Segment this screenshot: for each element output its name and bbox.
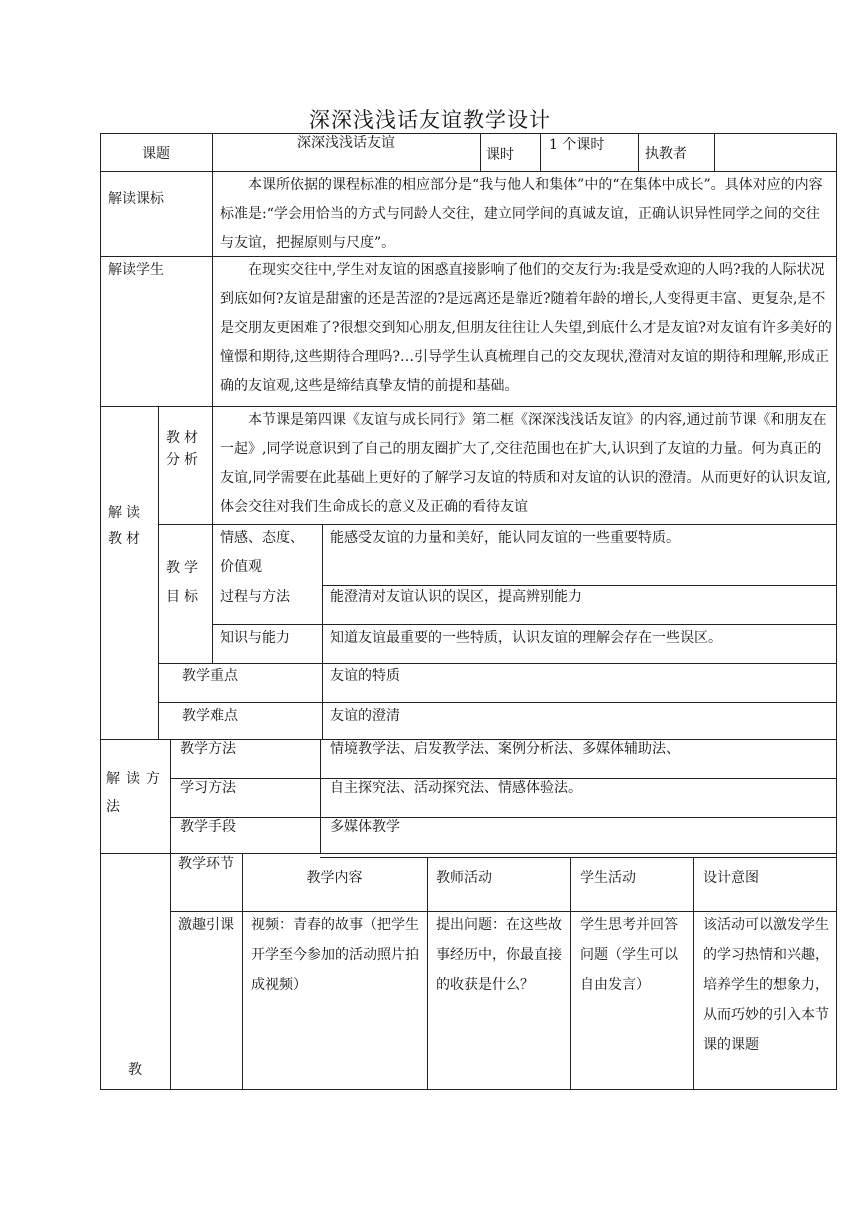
- divider: [320, 739, 321, 853]
- curriculum-text: 本课所依据的课程标准的相应部分是“我与他人和集体”中的“在集体中成长”。具体对应的内容标准是:“学会用恰当的方式与同龄人交往，建立同学间的真诚友谊，正确认识异性同学之间的交往与友谊，把握原则与尺度”。: [220, 177, 823, 251]
- goals-label: 教学目标: [166, 560, 202, 605]
- divider: [170, 778, 837, 779]
- teacher-label: 执教者: [645, 146, 687, 162]
- divider: [322, 524, 323, 739]
- divider: [480, 133, 481, 171]
- divider: [158, 663, 837, 664]
- divider: [158, 406, 159, 739]
- hours-value: 1 个课时: [549, 137, 605, 153]
- key-label: 教学重点: [182, 668, 238, 684]
- divider: [100, 1089, 837, 1090]
- divider: [836, 133, 837, 1089]
- difficulty-text: 友谊的澄清: [330, 708, 400, 724]
- divider: [100, 739, 837, 740]
- divider: [320, 857, 837, 858]
- divider: [212, 624, 837, 625]
- goal-label: 知识与能力: [220, 630, 290, 646]
- hours-label: 课时: [486, 147, 514, 163]
- page-title: 深深浅浅话友谊教学设计: [309, 108, 551, 132]
- divider: [212, 524, 213, 663]
- analysis-label: 教材分析: [166, 430, 202, 468]
- difficulty-label: 教学难点: [182, 708, 238, 724]
- divider: [100, 256, 837, 257]
- method-text: 多媒体教学: [330, 819, 400, 835]
- method-label: 教学方法: [180, 741, 236, 757]
- divider: [540, 133, 541, 171]
- process-cell: 激趣引课: [178, 917, 234, 933]
- divider: [100, 853, 837, 854]
- divider: [693, 857, 694, 1089]
- divider: [170, 911, 837, 912]
- process-cell: 学生思考并回答问题（学生可以自由发言）: [580, 917, 678, 993]
- process-cell: 提出问题：在这些故事经历中，你最直接的收获是什么？: [436, 917, 562, 993]
- topic-value: 深深浅浅话友谊: [297, 135, 395, 151]
- divider: [322, 585, 837, 586]
- divider: [714, 133, 715, 171]
- divider: [427, 857, 428, 1089]
- goal-label: 过程与方法: [220, 589, 290, 605]
- process-header-cell: 设计意图: [703, 870, 759, 886]
- process-cell: 该活动可以激发学生的学习热情和兴趣，培养学生的想象力，从而巧妙的引入本节课的课题: [703, 917, 829, 1053]
- process-label: 教: [128, 1062, 142, 1078]
- method-text: 情境教学法、启发教学法、案例分析法、多媒体辅助法、: [330, 741, 680, 757]
- goal-text: 能感受友谊的力量和美好，能认同友谊的一些重要特质。: [330, 530, 680, 546]
- textbook-label-text: 解读教材: [108, 505, 144, 547]
- process-header-cell: 教学内容: [306, 870, 363, 886]
- analysis-text: 本节课是第四课《友谊与成长同行》第二框《深深浅浅话友谊》的内容,通过前节课《和朋友在一起》,同学说意识到了自己的朋友圈扩大了,交往范围也在扩大,认识到了友谊的力量。何为真正的友谊,同学需要在此基础上更好的了解学习友谊的特质和对友谊的认识的澄清。从而更好的认识友谊,体会交往对我们生命成长的意义及正确的看待友谊: [220, 412, 831, 515]
- methods-label: 解读方法: [106, 771, 166, 815]
- divider: [212, 133, 213, 524]
- method-text: 自主探究法、活动探究法、情感体验法。: [330, 780, 582, 796]
- divider: [100, 406, 837, 407]
- divider: [158, 702, 837, 703]
- topic-label: 课题: [142, 146, 170, 162]
- divider: [170, 739, 171, 1089]
- divider: [570, 857, 571, 1089]
- process-cell: 视频：青春的故事（把学生开学至今参加的活动照片拍成视频）: [251, 917, 419, 993]
- divider: [100, 171, 837, 172]
- students-label: 解读学生: [108, 262, 164, 278]
- curriculum-label: 解读课标: [108, 191, 164, 207]
- method-label: 学习方法: [180, 780, 236, 796]
- divider: [242, 853, 243, 1089]
- divider: [170, 817, 837, 818]
- goal-label: 情感、态度、价值观: [220, 530, 304, 575]
- key-text: 友谊的特质: [330, 668, 400, 684]
- goal-text: 能澄清对友谊认识的误区，提高辨别能力: [330, 589, 582, 605]
- process-header-cell: 教师活动: [436, 870, 492, 886]
- goal-text: 知道友谊最重要的一些特质，认识友谊的理解会存在一些误区。: [330, 630, 722, 646]
- students-text: 在现实交往中,学生对友谊的困惑直接影响了他们的交友行为:我是受欢迎的人吗?我的人际状况到底如何?友谊是甜蜜的还是苦涩的?是远离还是靠近?随着年龄的增长,人变得更丰富、更复杂,是不是交朋友更困难了?很想交到知心朋友,但朋友往往让人失望,到底什么才是友谊?对友谊有许多美好的憧憬和期待,这些期待合理吗?…引导学生认真梳理自己的交友现状,澄清对友谊的期待和理解,形成正确的友谊观,这些是缔结真挚友情的前提和基础。: [220, 262, 832, 394]
- textbook-label: [108, 500, 154, 552]
- method-label: 教学手段: [180, 819, 236, 835]
- process-header-cell: 学生活动: [580, 870, 636, 886]
- divider: [638, 133, 639, 171]
- process-header-cell: 教学环节: [178, 856, 234, 872]
- divider: [158, 524, 837, 525]
- divider: [100, 133, 837, 134]
- divider: [100, 133, 101, 1089]
